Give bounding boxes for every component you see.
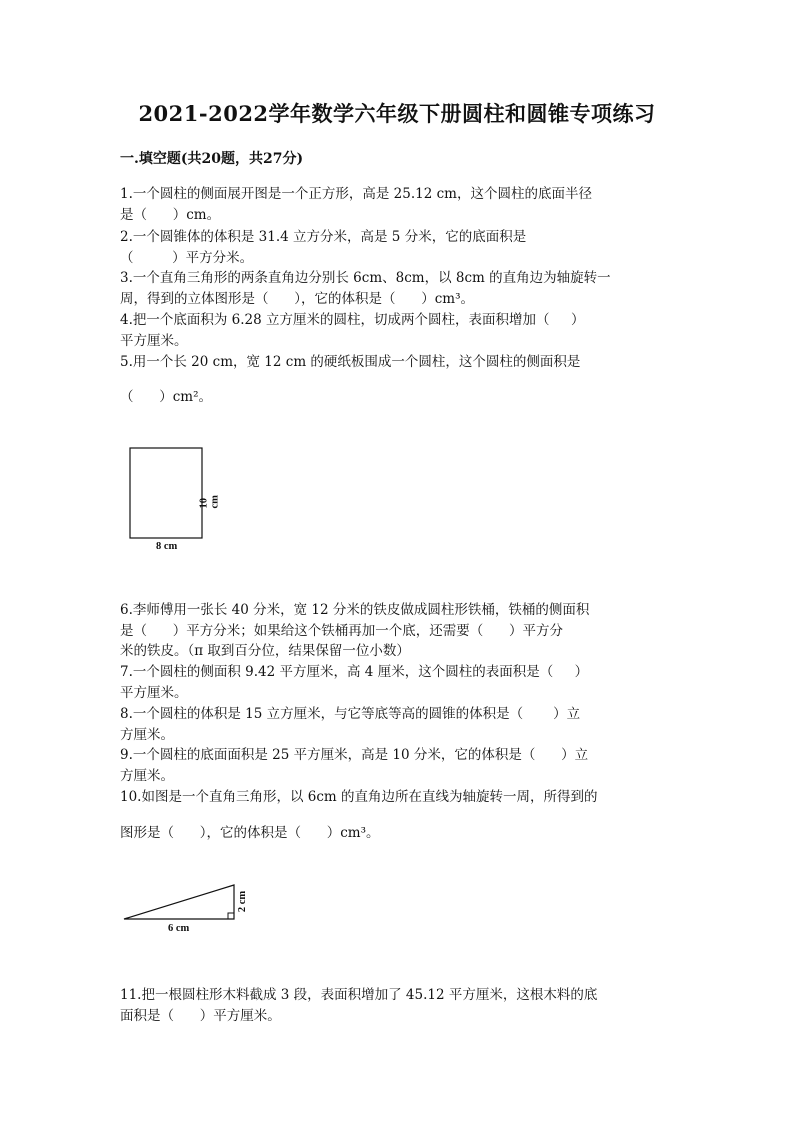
question-5 bbox=[120, 352, 680, 373]
question-10-answer-line bbox=[120, 823, 680, 844]
question-line: 2.一个圆锥体的体积是 31.4 立方分米，高是 5 分米，它的底面积是 bbox=[120, 229, 527, 245]
question-5-answer-line bbox=[120, 387, 680, 408]
question-line: 是（ ）cm。 bbox=[120, 206, 221, 223]
question-10 bbox=[120, 787, 680, 808]
question-line: 1.一个圆柱的侧面展开图是一个正方形，高是 25.12 cm，这个圆柱的底面半径 bbox=[120, 186, 592, 202]
question-line: 8.一个圆柱的体积是 15 立方厘米，与它等底等高的圆锥的体积是（ ）立 bbox=[120, 706, 581, 722]
question-line: 是（ ）平方分米；如果给这个铁桶再加一个底，还需要（ ）平方分 bbox=[120, 622, 563, 639]
question-line: 6.李师傅用一张长 40 分米，宽 12 分米的铁皮做成圆柱形铁桶，铁桶的侧面积 bbox=[120, 602, 590, 618]
question-3 bbox=[120, 268, 680, 309]
question-line: 周，得到的立体图形是（ ），它的体积是（ ）cm³。 bbox=[120, 290, 475, 307]
question-line: 9.一个圆柱的底面面积是 25 平方厘米，高是 10 分米，它的体积是（ ）立 bbox=[120, 747, 589, 763]
question-line: 4.把一个底面积为 6.28 立方厘米的圆柱，切成两个圆柱，表面积增加（ ） bbox=[120, 312, 585, 328]
question-line: 平方厘米。 bbox=[120, 332, 188, 349]
question-line: 10.如图是一个直角三角形，以 6cm 的直角边所在直线为轴旋转一周，所得到的 bbox=[120, 789, 598, 805]
question-line: 11.把一根圆柱形木料截成 3 段，表面积增加了 45.12 平方厘米，这根木料的底 bbox=[120, 987, 598, 1003]
rectangle-figure bbox=[122, 440, 222, 555]
page-title: 2021-2022学年数学六年级下册圆柱和圆锥专项练习 bbox=[138, 101, 656, 126]
triangle-figure bbox=[120, 878, 260, 940]
question-line: （ ）cm²。 bbox=[120, 389, 213, 405]
question-line: 平方厘米。 bbox=[120, 684, 188, 701]
question-6 bbox=[120, 600, 680, 662]
rectangle-width-label: 8 cm bbox=[156, 541, 178, 552]
triangle-shape bbox=[124, 885, 234, 919]
question-line: 米的铁皮。（π 取到百分位，结果保留一位小数） bbox=[120, 643, 410, 659]
question-line: 图形是（ ），它的体积是（ ）cm³。 bbox=[120, 825, 380, 841]
question-2 bbox=[120, 227, 680, 268]
right-angle-marker bbox=[228, 913, 234, 919]
triangle-base-label: 6 cm bbox=[168, 923, 190, 934]
question-11 bbox=[120, 985, 680, 1026]
triangle-height-label: 2 cm bbox=[237, 890, 249, 913]
question-line: （ ）平方分米。 bbox=[120, 249, 254, 266]
rectangle-height-label: 10 cm bbox=[198, 495, 221, 509]
question-line: 方厘米。 bbox=[120, 767, 174, 784]
question-line: 5.用一个长 20 cm，宽 12 cm 的硬纸板围成一个圆柱，这个圆柱的侧面积是 bbox=[120, 354, 581, 370]
question-9 bbox=[120, 745, 680, 786]
question-4 bbox=[120, 310, 680, 351]
question-line: 面积是（ ）平方厘米。 bbox=[120, 1007, 281, 1024]
section-heading: 一.填空题(共20题，共27分) bbox=[120, 151, 304, 167]
question-line: 3.一个直角三角形的两条直角边分别长 6cm、8cm，以 8cm 的直角边为轴旋转一 bbox=[120, 270, 611, 286]
rectangle-shape bbox=[130, 448, 202, 538]
question-1 bbox=[120, 184, 680, 225]
question-line: 方厘米。 bbox=[120, 726, 174, 743]
question-7 bbox=[120, 662, 680, 703]
question-8 bbox=[120, 704, 680, 745]
question-line: 7.一个圆柱的侧面积 9.42 平方厘米，高 4 厘米，这个圆柱的表面积是（ ） bbox=[120, 664, 589, 680]
